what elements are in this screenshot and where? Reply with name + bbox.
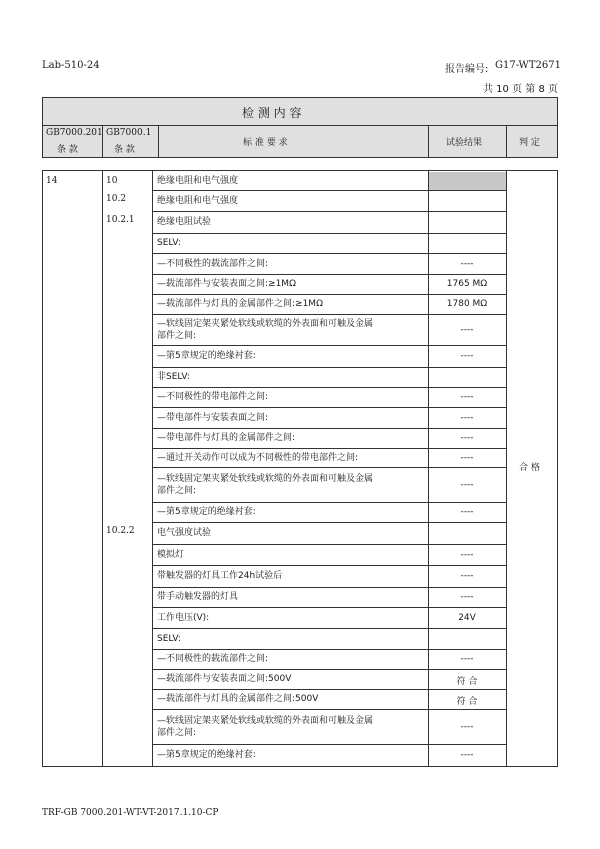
row-separator: [152, 467, 506, 468]
requirement-text: 带手动触发器的灯具: [157, 592, 239, 602]
requirement-text: SELV:: [157, 633, 181, 644]
result-value: ----: [460, 452, 474, 463]
requirement-text: —软线固定架夹紧处软线或软缆的外表面和可触及金属 部件之间:: [157, 473, 374, 496]
subclause-number: 10.2: [106, 194, 127, 204]
row-separator: [152, 211, 506, 212]
result-value: ----: [460, 392, 474, 402]
col-clause1-line2: 条 款: [57, 145, 78, 155]
table-title: 检 测 内 容: [242, 106, 302, 120]
col-verdict: 判 定: [519, 138, 540, 148]
result-value: ----: [460, 507, 474, 517]
row-separator: [152, 607, 506, 608]
result-value: ----: [460, 721, 474, 732]
subclause-number: 10: [106, 176, 118, 186]
requirement-text: —带电部件与安装表面之间:: [157, 412, 269, 423]
border: [506, 125, 507, 158]
requirement-text: 绝缘电阻和电气强度: [157, 195, 239, 206]
result-value: ----: [460, 412, 474, 423]
shaded-result-cell: [428, 172, 506, 190]
row-separator: [152, 709, 506, 710]
result-value: 1780 MΩ: [446, 299, 488, 309]
row-separator: [152, 387, 506, 388]
row-separator: [152, 274, 506, 275]
row-separator: [152, 428, 506, 429]
border: [557, 170, 558, 767]
requirement-text: —第5章规定的绝缘衬套:: [157, 750, 256, 760]
requirement-text: —不同极性的载流部件之间:: [157, 654, 269, 664]
row-separator: [152, 544, 506, 545]
template-code: TRF-GB 7000.201-WT-VT-2017.1.10-CP: [42, 808, 219, 818]
report-number: G17-WT2671: [495, 60, 561, 71]
result-value: ----: [460, 549, 474, 560]
row-separator: [152, 649, 506, 650]
requirement-text: —通过开关动作可以成为不同极性的带电部件之间:: [157, 452, 359, 463]
row-separator: [152, 233, 506, 234]
border: [42, 170, 43, 767]
requirement-text: —不同极性的带电部件之间:: [157, 392, 269, 402]
row-separator: [152, 502, 506, 503]
doc-code: Lab-510-24: [42, 60, 100, 71]
result-value: ----: [460, 351, 474, 361]
result-value: 符 合: [456, 677, 478, 687]
verdict: 合 格: [519, 463, 540, 473]
row-separator: [152, 565, 506, 566]
clause-14: 14: [46, 176, 58, 186]
requirement-text: 非SELV:: [157, 372, 190, 382]
requirement-text: —软线固定架夹紧处软线或软缆的外表面和可触及金属 部件之间:: [157, 715, 374, 738]
result-value: ----: [460, 750, 474, 760]
border: [42, 157, 558, 158]
row-separator: [152, 407, 506, 408]
requirement-text: —软线固定架夹紧处软线或软缆的外表面和可触及金属 部件之间:: [157, 318, 374, 341]
row-separator: [152, 294, 506, 295]
row-separator: [152, 744, 506, 745]
row-separator: [152, 448, 506, 449]
border: [42, 125, 558, 126]
col-requirement: 标 准 要 求: [243, 138, 288, 148]
requirement-text: 绝缘电阻和电气强度: [157, 176, 239, 186]
requirement-text: 模拟灯: [157, 549, 185, 560]
requirement-text: —载流部件与安装表面之间:500V: [157, 674, 292, 684]
result-value: ----: [460, 479, 474, 490]
border: [152, 170, 153, 767]
result-value: 24V: [458, 612, 476, 623]
report-number-label: 报告编号:: [445, 64, 489, 75]
col-clause2-line1: GB7000.1: [106, 128, 152, 138]
row-separator: [152, 253, 506, 254]
border: [42, 170, 558, 171]
requirement-text: 绝缘电阻试验: [157, 217, 212, 227]
border: [428, 125, 429, 158]
row-separator: [152, 345, 506, 346]
requirement-text: —第5章规定的绝缘衬套:: [157, 351, 256, 361]
result-value: ----: [460, 654, 474, 664]
requirement-text: 带触发器的灯具工作24h试验后: [157, 571, 283, 581]
result-value: ----: [460, 258, 474, 269]
page-count: 共 10 页 第 8 页: [483, 84, 558, 95]
result-value: ----: [460, 592, 474, 602]
requirement-text: —载流部件与安装表面之间:≥1MΩ: [157, 279, 296, 289]
result-value: 符 合: [456, 697, 478, 707]
requirement-text: SELV:: [157, 238, 181, 248]
requirement-text: —载流部件与灯具的金属部件之间:500V: [157, 694, 319, 704]
row-separator: [152, 628, 506, 629]
subclause-number: 10.2.1: [106, 215, 135, 225]
border: [102, 170, 103, 767]
col-clause1-line1: GB7000.201: [46, 128, 103, 138]
row-separator: [152, 587, 506, 588]
border: [42, 97, 43, 158]
row-separator: [152, 689, 506, 690]
result-value: ----: [460, 324, 474, 335]
row-separator: [152, 367, 506, 368]
requirement-text: 电气强度试验: [157, 528, 212, 538]
result-value: 1765 MΩ: [446, 279, 488, 289]
row-separator: [152, 522, 506, 523]
border: [42, 766, 558, 767]
requirement-text: 工作电压(V):: [157, 612, 210, 623]
result-value: ----: [460, 433, 474, 443]
row-separator: [152, 669, 506, 670]
requirement-text: —第5章规定的绝缘衬套:: [157, 507, 256, 517]
col-result: 试验结果: [446, 138, 483, 148]
requirement-text: —载流部件与灯具的金属部件之间:≥1MΩ: [157, 299, 323, 309]
requirement-text: —不同极性的载流部件之间:: [157, 258, 269, 269]
result-value: ----: [460, 571, 474, 581]
row-separator: [152, 314, 506, 315]
border: [557, 97, 558, 158]
border: [158, 125, 159, 158]
subclause-number: 10.2.2: [106, 526, 135, 536]
row-separator: [152, 190, 506, 191]
border: [42, 97, 558, 98]
requirement-text: —带电部件与灯具的金属部件之间:: [157, 433, 296, 443]
col-clause2-line2: 条 款: [114, 145, 135, 155]
